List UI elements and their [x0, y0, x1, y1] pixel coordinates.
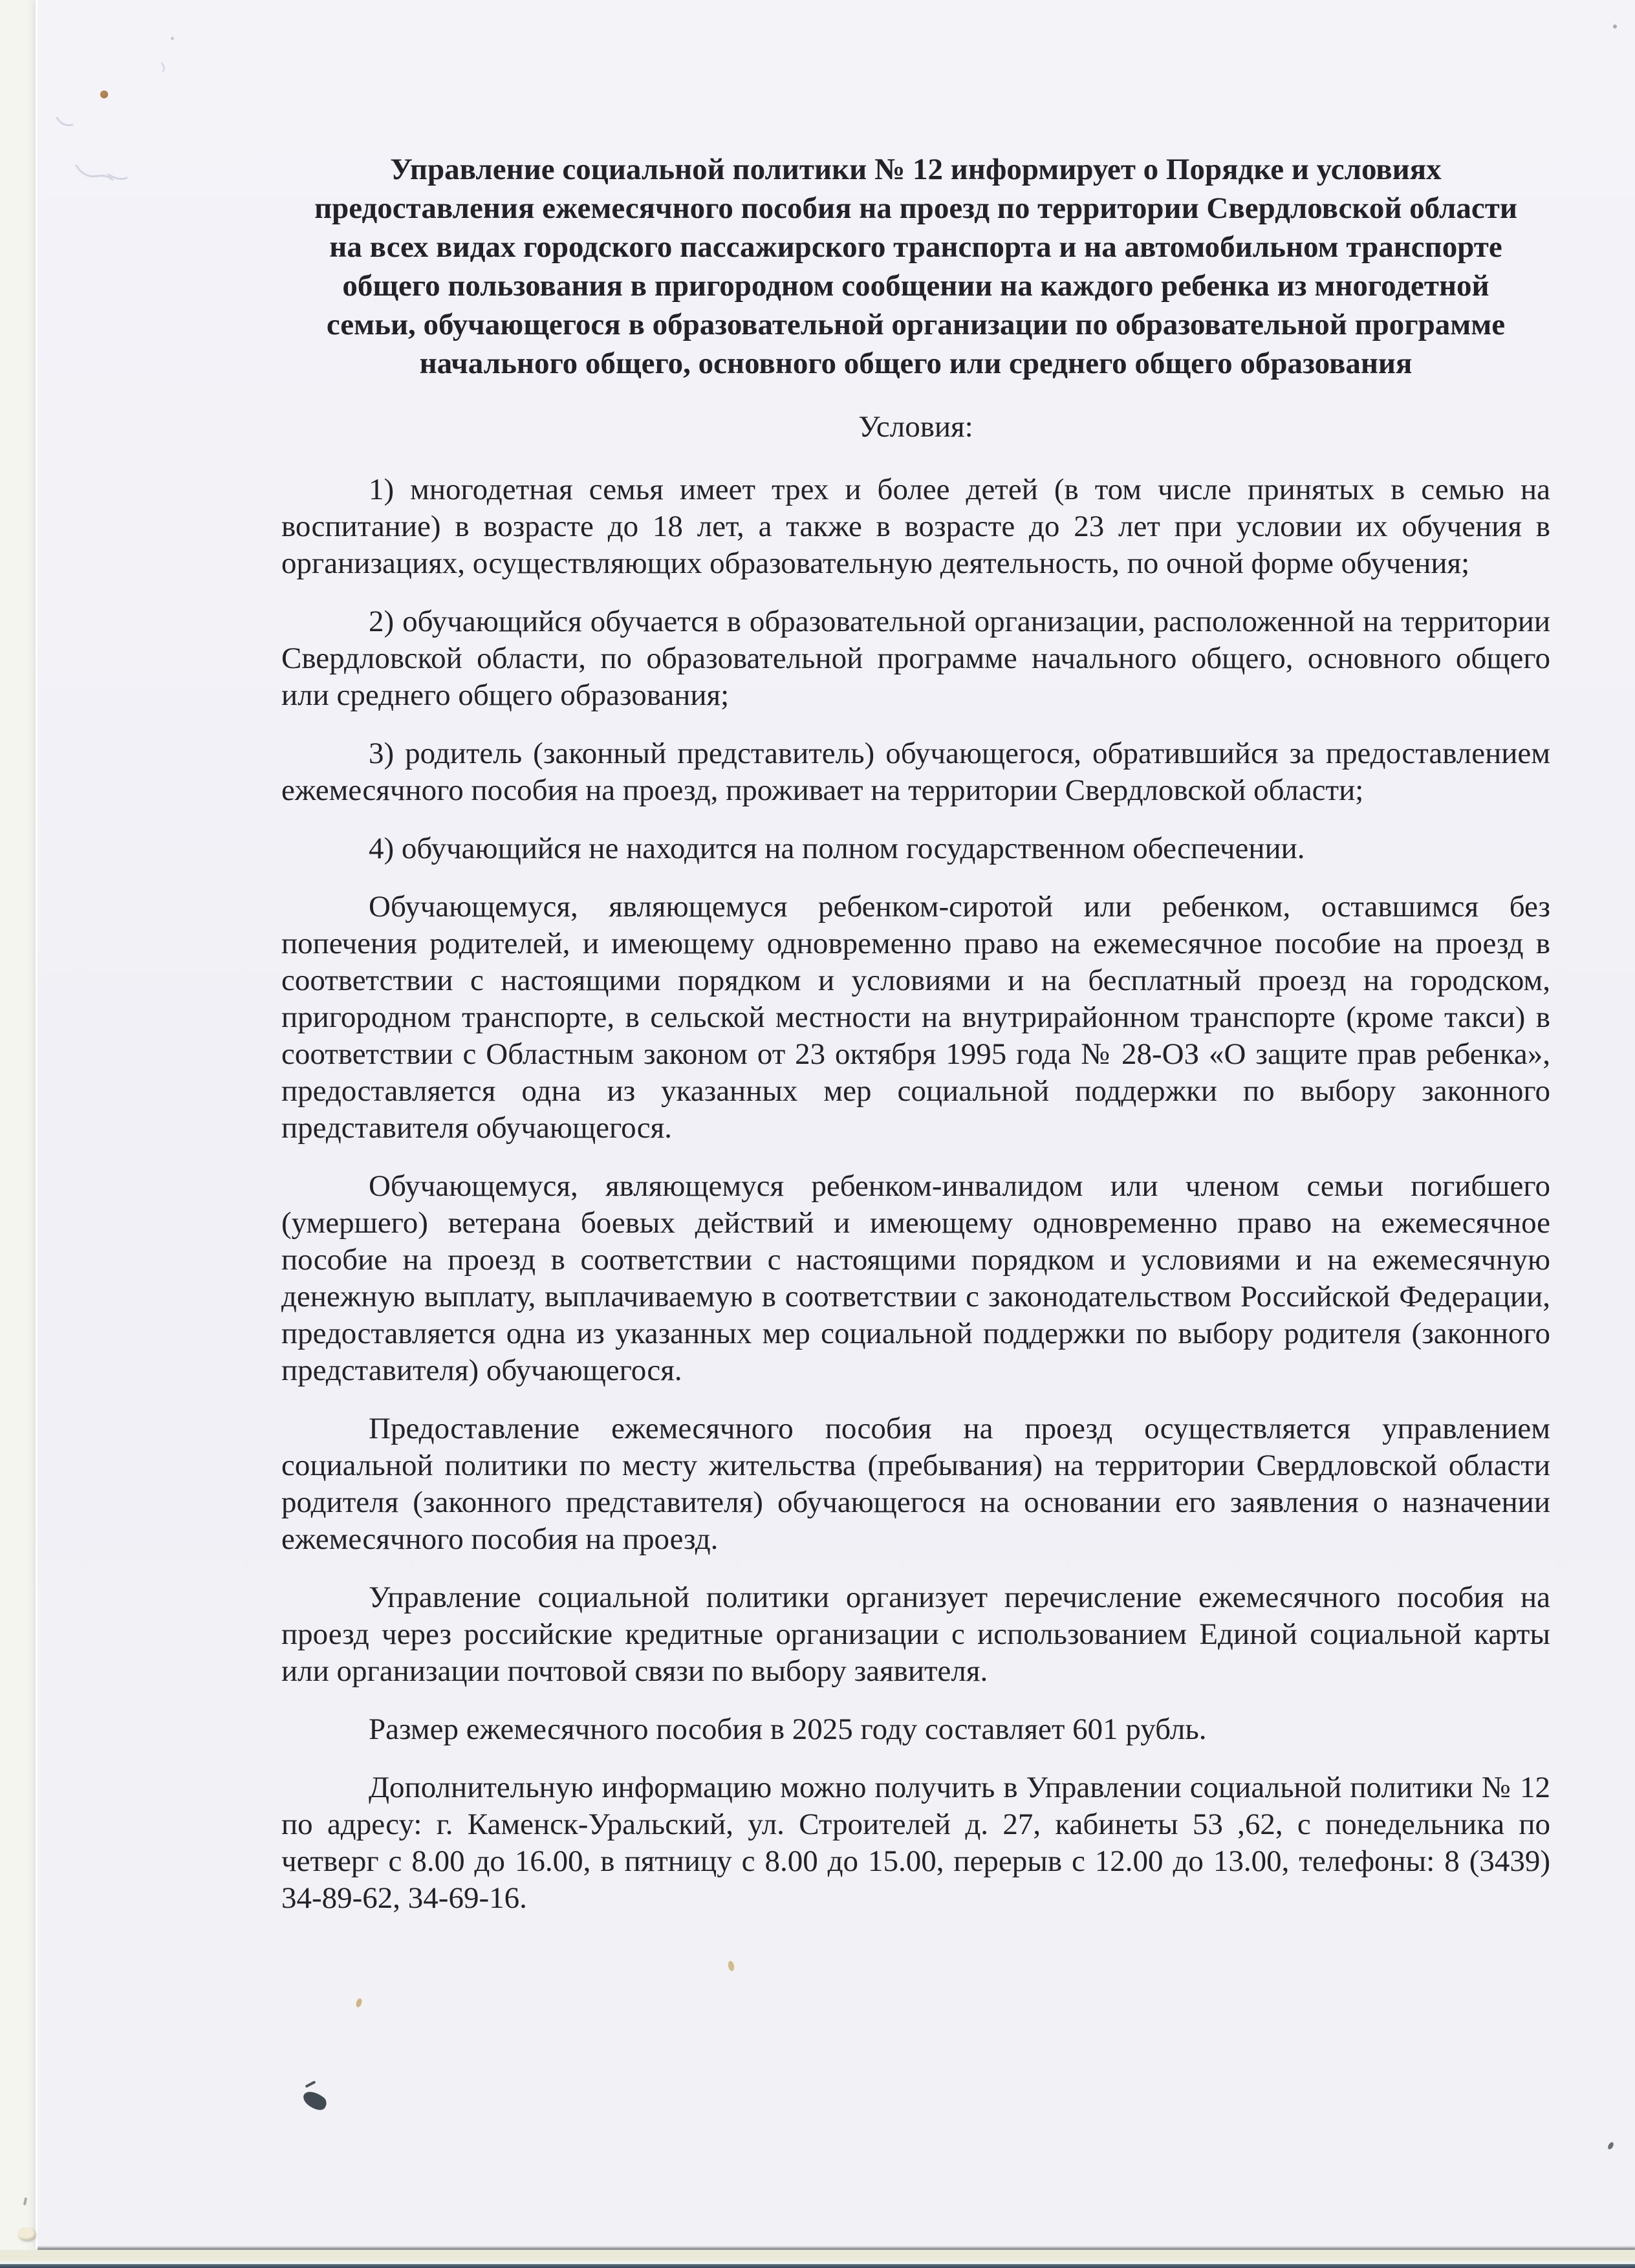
paragraph-condition-2: 2) обучающийся обучается в образовательной организации, расположенной на территории Свердловской области, по образовательной программе начального общего, основного общего или среднего общего образования;: [281, 605, 1550, 712]
paragraph-transfer: Управление социальной политики организует перечисление ежемесячного пособия на проезд через российские кредитные организации с использованием Единой социальной карты или организации почтовой связи по выбору заявителя.: [281, 1581, 1550, 1688]
paragraph-contacts: Дополнительную информацию можно получить в Управлении социальной политики № 12 по адресу: г. Каменск-Уральский, ул. Строителей д. 27, кабинеты 53 ,62, с понедельника по четверг с 8.00 до 16.00, в пятницу с 8.00 до 15.00, перерыв с 12.00 до 13.00, телефоны: 8 (3439) 34-89-62, 34-69-16.: [281, 1771, 1550, 1915]
conditions-heading: Условия:: [858, 410, 973, 444]
paragraph-disabled-choice: Обучающемуся, являющемуся ребенком-инвалидом или членом семьи погибшего (умершего) ветерана боевых действий и имеющему одновременно право на ежемесячное пособие на проезд в соответствии с настоящими порядком и условиями и на ежемесячную денежную выплату, выплачиваемую в соответствии с законодательством Российской Федерации, предоставляется одна из указанных мер социальной поддержки по выбору родителя (законного представителя) обучающегося.: [281, 1169, 1550, 1387]
paragraph-orphan-choice: Обучающемуся, являющемуся ребенком-сиротой или ребенком, оставшимся без попечения родителей, и имеющему одновременно право на ежемесячное пособие на проезд в соответствии с настоящими порядком и условиями и на бесплатный проезд на городском, пригородном транспорте, в сельской местности на внутрирайонном транспорте (кроме такси) в соответствии с Областным законом от 23 октября 1995 года № 28-ОЗ «О защите прав ребенка», предоставляется одна из указанных мер социальной поддержки по выбору законного представителя обучающегося.: [281, 890, 1550, 1145]
paragraph-condition-3: 3) родитель (законный представитель) обучающегося, обратившийся за предоставлением ежемесячного пособия на проезд, проживает на территории Свердловской области;: [281, 737, 1550, 807]
paragraph-condition-4: 4) обучающийся не находится на полном государственном обеспечении.: [369, 832, 1305, 865]
scanner-strip-mark: [23, 2198, 27, 2206]
document-title: Управление социальной политики № 12 информирует о Порядке и условиях предоставления ежемесячного пособия на проезд по территории Свердловской области на всех видах городского пассажирского транспорта и на автомобильном транспорте общего пользования в пригородном сообщении на каждого ребенка из многодетной семьи, обучающегося в образовательной организации по образовательной программе начального общего, основного общего или среднего общего образования: [314, 153, 1517, 380]
paper-chip: [18, 2227, 36, 2240]
paragraph-provision: Предоставление ежемесячного пособия на проезд осуществляется управлением социальной политики по месту жительства (пребывания) на территории Свердловской области родителя (законного представителя) обучающегося на основании его заявления о назначении ежемесячного пособия на проезд.: [281, 1412, 1550, 1556]
paragraph-amount: Размер ежемесячного пособия в 2025 году составляет 601 рубль.: [369, 1712, 1207, 1746]
scanner-slate-band: [0, 2264, 1635, 2268]
paragraph-condition-1: 1) многодетная семья имеет трех и более детей (в том числе принятых в семью на воспитание) в возрасте до 18 лет, а также в возрасте до 23 лет при условии их обучения в организациях, осуществляющих образовательную деятельность, по очной форме обучения;: [281, 473, 1550, 580]
document-content: [281, 150, 1550, 1938]
scanner-cream-band: [0, 2250, 1635, 2261]
